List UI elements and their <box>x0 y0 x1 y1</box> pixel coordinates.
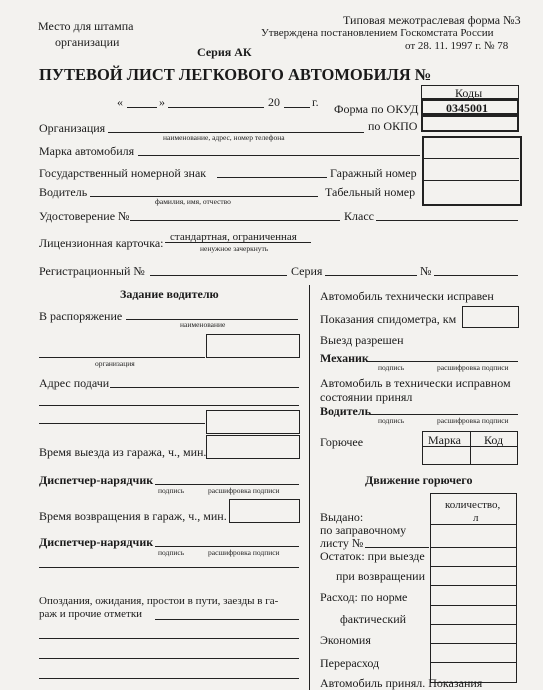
driver-accept-line[interactable] <box>370 414 518 415</box>
issued-label-2: по заправочному <box>320 523 407 537</box>
form-title: ПУТЕВОЙ ЛИСТ ЛЕГКОВОГО АВТОМОБИЛЯ № <box>39 65 432 84</box>
reg-line[interactable] <box>150 275 287 276</box>
qty-row-7 <box>430 643 517 644</box>
task-title: Задание водителю <box>120 287 219 301</box>
disposal-box[interactable] <box>206 334 300 358</box>
no-line[interactable] <box>434 275 518 276</box>
series-field-label: Серия <box>291 264 323 278</box>
mechanic-label: Механик <box>320 351 369 365</box>
rest-return-label: при возвращении <box>336 569 425 583</box>
exit-allowed-label: Выезд разрешен <box>320 333 404 347</box>
fuel-move-title: Движение горючего <box>365 473 473 487</box>
overuse-label: Перерасход <box>320 656 380 670</box>
tab-no-label: Табельный номер <box>325 185 416 199</box>
approved-label: Утверждена постановлением Госкомстата России <box>261 27 494 39</box>
car-info-box <box>422 136 522 206</box>
date-open-quote: « <box>117 95 123 109</box>
qty-row-2 <box>430 547 517 548</box>
mechanic-decode-hint: расшифровка подписи <box>437 363 509 372</box>
return-time-label: Время возвращения в гараж, ч., мин. <box>39 509 227 523</box>
issued-line[interactable] <box>365 547 429 548</box>
okpo-cell[interactable] <box>421 115 519 132</box>
issued-label-1: Выдано: <box>320 510 364 524</box>
tech-ok-label: Автомобиль технически исправен <box>320 289 494 303</box>
approved-date-label: от 28. 11. 1997 г. № 78 <box>405 40 509 52</box>
date-year-line[interactable] <box>284 107 310 108</box>
dispatcher-1-label: Диспетчер-нарядчик <box>39 473 154 487</box>
fuel-label: Горючее <box>320 435 364 449</box>
class-label: Класс <box>344 209 374 223</box>
car-info-divider-2 <box>422 180 519 181</box>
qty-row-8 <box>430 662 517 663</box>
okpo-label: по ОКПО <box>368 119 418 133</box>
dispatcher-1-sign-hint: подпись <box>158 486 185 495</box>
okud-label: Форма по ОКУД <box>334 102 419 116</box>
speedo-box[interactable] <box>462 306 519 328</box>
stamp-place-label: Место для штампа <box>38 19 134 33</box>
series-field-line[interactable] <box>325 275 417 276</box>
delays-label-1: Опоздания, ожидания, простои в пути, заезды в га- <box>39 595 279 607</box>
date-close-quote: » <box>159 95 165 109</box>
car-accepted-label: Автомобиль принял. Показания <box>320 676 483 690</box>
economy-label: Экономия <box>320 633 371 647</box>
form-type-label: Типовая межотраслевая форма №3 <box>343 13 521 27</box>
fuel-code-col: Код <box>484 433 504 447</box>
license-line[interactable] <box>130 220 340 221</box>
return-time-box[interactable] <box>229 499 300 523</box>
fuel-table-vdivider <box>470 431 471 465</box>
address-line-1[interactable] <box>110 387 299 388</box>
column-divider <box>309 285 310 690</box>
organization-hint: наименование, адрес, номер телефона <box>163 133 285 142</box>
qty-header-1: количество, <box>445 499 501 511</box>
lic-card-label: Лицензионная карточка: <box>39 236 164 250</box>
plate-label: Государственный номерной знак <box>39 166 207 180</box>
car-brand-line[interactable] <box>138 155 420 156</box>
delays-line-2[interactable] <box>39 638 299 639</box>
rest-label: Остаток: при выезде <box>320 549 425 563</box>
dispatcher-2-line[interactable] <box>155 546 299 547</box>
car-info-divider-1 <box>422 158 519 159</box>
organization-label: Организация <box>39 121 106 135</box>
delays-line-3[interactable] <box>39 658 299 659</box>
date-day-line[interactable] <box>127 107 157 108</box>
fuel-brand-col: Марка <box>428 433 461 447</box>
address-label: Адрес подачи <box>39 376 110 390</box>
plate-line[interactable] <box>217 177 327 178</box>
okud-value: 0345001 <box>446 101 488 115</box>
dispatcher-2-label: Диспетчер-нарядчик <box>39 535 154 549</box>
qty-row-5 <box>430 605 517 606</box>
address-box[interactable] <box>206 410 300 434</box>
license-label: Удостоверение № <box>39 209 130 223</box>
delays-line-1[interactable] <box>155 619 299 620</box>
depart-time-box[interactable] <box>206 435 300 459</box>
mechanic-sign-hint: подпись <box>378 363 405 372</box>
qty-row-1 <box>430 524 517 525</box>
stamp-org-label: организации <box>55 35 120 49</box>
driver-accept-decode-hint: расшифровка подписи <box>437 416 509 425</box>
garage-no-label: Гаражный номер <box>330 166 417 180</box>
delays-line-4[interactable] <box>39 678 299 679</box>
driver-label: Водитель <box>39 185 88 199</box>
reg-label: Регистрационный № <box>39 264 145 278</box>
dispatcher-2-extra-line <box>39 567 299 568</box>
disposal-label: В распоряжение <box>39 309 123 323</box>
series-label: Серия АК <box>197 45 252 59</box>
address-line-3[interactable] <box>39 423 205 424</box>
date-g-label: г. <box>312 95 319 109</box>
qty-row-6 <box>430 624 517 625</box>
disposal-org-line[interactable] <box>39 357 205 358</box>
codes-label: Коды <box>455 86 483 100</box>
disposal-org-hint: организация <box>95 359 135 368</box>
lic-card-hint: ненужное зачеркнуть <box>200 244 269 253</box>
qty-header-2: л <box>473 512 479 524</box>
speedo-label: Показания спидометра, км <box>320 312 457 326</box>
accepted-label-1: Автомобиль в технически исправном <box>320 376 511 390</box>
disposal-hint: наименование <box>180 320 226 329</box>
qty-row-3 <box>430 566 517 567</box>
no-label: № <box>420 264 432 278</box>
issued-label-3: листу № <box>320 536 364 550</box>
delays-label-2: раж и прочие отметки <box>39 608 143 620</box>
driver-accept-label: Водитель <box>320 404 371 418</box>
mechanic-line[interactable] <box>368 361 518 362</box>
dispatcher-1-decode-hint: расшифровка подписи <box>208 486 280 495</box>
address-line-2[interactable] <box>39 405 299 406</box>
driver-accept-sign-hint: подпись <box>378 416 405 425</box>
consumption-label: Расход: по норме <box>320 590 408 604</box>
lic-card-line <box>165 242 311 243</box>
lic-card-options[interactable]: стандартная, ограниченная <box>170 231 297 243</box>
dispatcher-1-line[interactable] <box>155 484 299 485</box>
class-line[interactable] <box>376 220 518 221</box>
qty-row-4 <box>430 585 517 586</box>
car-brand-label: Марка автомобиля <box>39 144 135 158</box>
accepted-label-2: состоянии принял <box>320 390 413 404</box>
driver-hint: фамилия, имя, отчество <box>155 197 231 206</box>
date-month-line[interactable] <box>168 107 264 108</box>
dispatcher-2-decode-hint: расшифровка подписи <box>208 548 280 557</box>
dispatcher-2-sign-hint: подпись <box>158 548 185 557</box>
actual-label: фактический <box>340 612 407 626</box>
date-year-label: 20 <box>268 95 280 109</box>
depart-time-label: Время выезда из гаража, ч., мин. <box>39 445 207 459</box>
